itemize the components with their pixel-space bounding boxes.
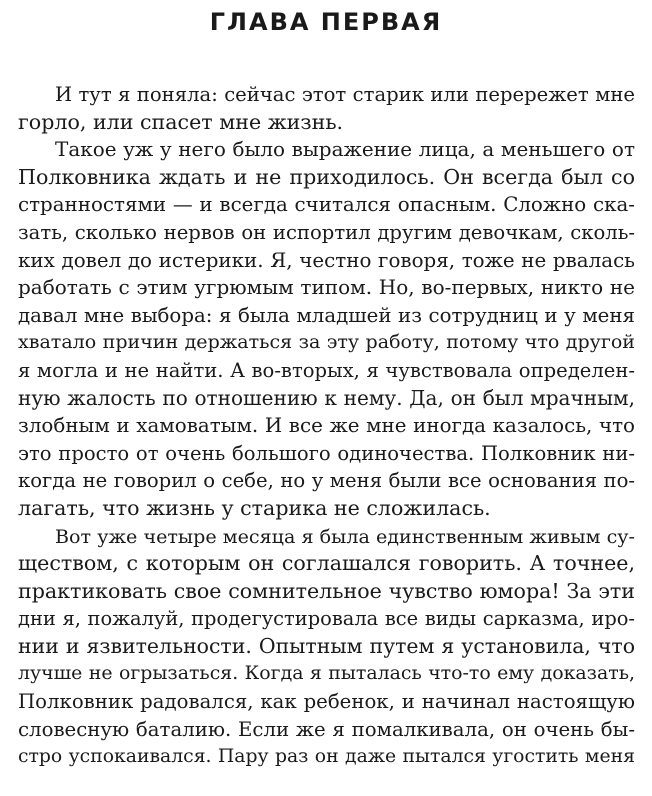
text-line: Полковник радовался, как ребенок, и начинал настоящую <box>18 690 635 714</box>
text-line: давал мне выбора: я была младшей из сотрудниц и у меня <box>18 303 635 327</box>
text-line: ких довел до истерики. Я, честно говоря, тоже не рвалась <box>18 248 635 272</box>
text-line: работать с этим угрюмым типом. Но, во-первых, никто не <box>18 275 635 300</box>
text-line: лагать, что жизнь у старика не сложилась. <box>18 495 491 520</box>
text-line: практиковать свое сомнительное чувство юмора! За эти <box>18 578 635 603</box>
text-line: дни я, пожалуй, продегустировала все виды сарказма, иро- <box>18 607 635 631</box>
text-line: когда не говорил о себе, но у меня были все основания по- <box>18 469 635 493</box>
text-line: Вот уже четыре месяца я была единственным живым су- <box>55 524 635 548</box>
text-line: словесную баталию. Если же я помалкивала, он очень бы- <box>18 717 635 741</box>
text-line: злобным и хамоватым. И все же мне иногда казалось, что <box>18 414 635 438</box>
text-line: лучше не огрызаться. Когда я пыталась что-то ему доказать, <box>18 662 635 685</box>
chapter-title: ГЛАВА ПЕРВАЯ <box>209 8 443 36</box>
text-line: это просто от очень большого одиночества. Полковник ни- <box>18 441 635 465</box>
text-line: И тут я поняла: сейчас этот старик или перережет мне <box>55 83 635 106</box>
text-line: Такое уж у него было выражение лица, а меньшего от <box>55 137 635 162</box>
text-line: горло, или спасет мне жизнь. <box>18 109 344 134</box>
text-line: Полковника ждать и не приходилось. Он всегда был со <box>18 164 635 189</box>
text-line: странностями — и всегда считался опасным. Сложно ска- <box>18 193 635 217</box>
text-line: ную жалость по отношению к нему. Да, он был мрачным, <box>18 385 635 410</box>
text-line: хватало причин держаться за эту работу, потому что другой <box>18 331 635 354</box>
text-line: нии и язвительности. Опытным путем я установила, что <box>18 633 635 658</box>
text-line: я могла и не найти. А во-вторых, я чувствовала определен- <box>18 358 635 382</box>
text-line: стро успокаивался. Пару раз он даже пытался угостить меня <box>18 746 635 768</box>
text-line: зать, сколько нервов он испортил другим девочкам, сколь- <box>18 220 635 244</box>
text-line: ществом, с которым он соглашался говорить. А точнее, <box>18 551 635 576</box>
body-text <box>18 81 635 771</box>
